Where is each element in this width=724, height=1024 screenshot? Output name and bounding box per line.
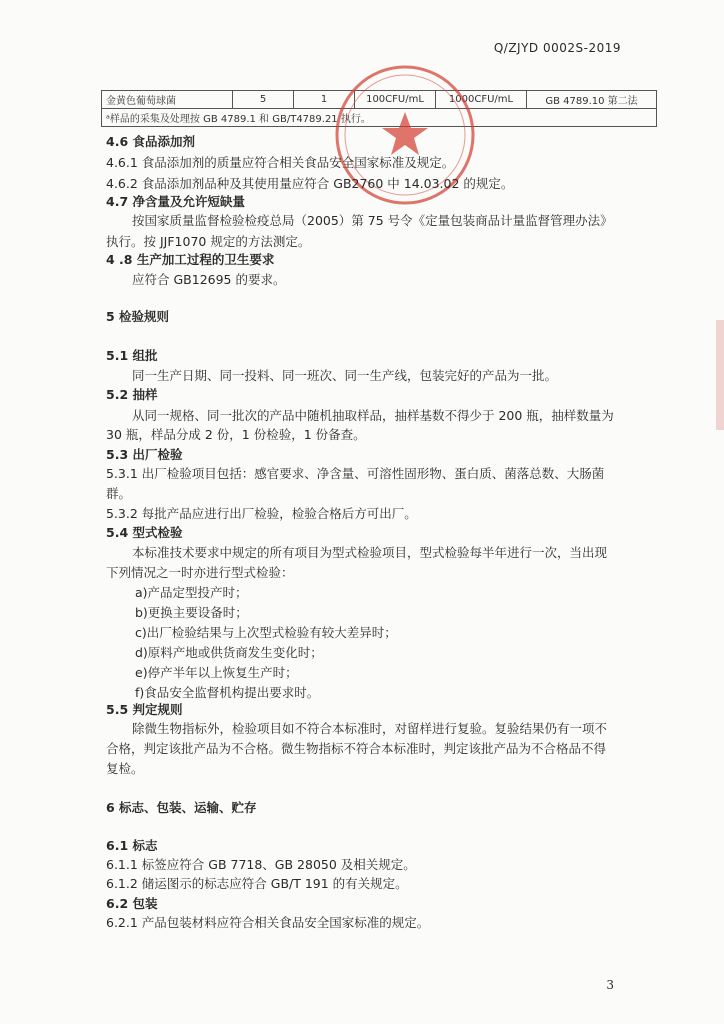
section-5-5-text-3: 复检。 [106,761,144,776]
section-5-5-text-2: 合格，判定该批产品为不合格。微生物指标不符合本标准时，判定该批产品为不合格品不得 [106,741,607,756]
clause-6-1-2: 6.1.2 储运图示的标志应符合 GB/T 191 的有关规定。 [106,876,408,891]
section-4-8-text: 应符合 GB12695 的要求。 [132,272,286,287]
table-cell: 1000CFU/mL [436,91,527,109]
clause-4-6-2: 4.6.2 食品添加剂品种及其使用量应符合 GB2760 中 14.03.02 的规定。 [106,176,514,191]
section-4-7-heading: 4.7 净含量及允许短缺量 [106,194,245,209]
section-4-6-heading: 4.6 食品添加剂 [106,134,195,149]
list-item-c: c)出厂检验结果与上次型式检验有较大差异时； [135,625,397,640]
standard-code: Q/ZJYD 0002S-2019 [493,41,621,55]
page-number: 3 [606,978,614,992]
clause-5-3-1-text-2: 群。 [106,486,132,501]
table-cell: 100CFU/mL [355,91,436,109]
section-5-5-text-1: 除微生物指标外，检验项目如不符合本标准时，对留样进行复验。复验结果仍有一项不 [132,721,608,736]
list-item-e: e)停产半年以上恢复生产时； [135,665,298,680]
section-6-2-heading: 6.2 包装 [106,896,158,911]
section-5-2-text-2: 30 瓶，样品分成 2 份，1 份检验，1 份备查。 [106,427,366,442]
section-5-4-heading: 5.4 型式检验 [106,525,183,540]
section-5-1-text: 同一生产日期、同一投料、同一班次、同一生产线，包装完好的产品为一批。 [132,368,558,383]
section-6-heading: 6 标志、包装、运输、贮存 [106,800,257,815]
section-4-8-heading: 4 .8 生产加工过程的卫生要求 [106,252,275,267]
list-item-d: d)原料产地或供货商发生变化时； [135,645,323,660]
section-4-7-text-2: 执行。按 JJF1070 规定的方法测定。 [106,234,311,249]
table-cell: GB 4789.10 第二法 [527,91,657,109]
section-5-3-heading: 5.3 出厂检验 [106,447,183,462]
clause-6-2-1: 6.2.1 产品包装材料应符合相关食品安全国家标准的规定。 [106,915,430,930]
seal-edge-mark [716,320,724,430]
clause-4-6-1: 4.6.1 食品添加剂的质量应符合相关食品安全国家标准及规定。 [106,155,455,170]
section-5-5-heading: 5.5 判定规则 [106,702,183,717]
table-cell: 5 [233,91,294,109]
table-cell: 金黄色葡萄球菌 [102,91,233,109]
clause-5-3-2: 5.3.2 每批产品应进行出厂检验，检验合格后方可出厂。 [106,506,417,521]
clause-6-1-1: 6.1.1 标签应符合 GB 7718、GB 28050 及相关规定。 [106,857,416,872]
section-5-4-text-2: 下列情况之一时亦进行型式检验： [106,565,294,580]
list-item-f: f)食品安全监督机构提出要求时。 [135,685,320,700]
section-5-4-text-1: 本标准技术要求中规定的所有项目为型式检验项目，型式检验每半年进行一次，当出现 [132,545,608,560]
list-item-a: a)产品定型投产时； [135,585,248,600]
section-5-2-heading: 5.2 抽样 [106,387,158,402]
section-5-2-text-1: 从同一规格、同一批次的产品中随机抽取样品，抽样基数不得少于 200 瓶，抽样数量为 [132,408,614,423]
clause-5-3-1-text-1: 5.3.1 出厂检验项目包括：感官要求、净含量、可溶性固形物、蛋白质、菌落总数、大肠菌 [106,466,605,481]
section-5-heading: 5 检验规则 [106,309,170,324]
section-5-1-heading: 5.1 组批 [106,348,158,363]
list-item-b: b)更换主要设备时； [135,605,248,620]
section-6-1-heading: 6.1 标志 [106,838,158,853]
section-4-7-text-1: 按国家质量监督检验检疫总局（2005）第 75 号令《定量包装商品计量监督管理办法》 [132,213,613,228]
table-cell: 1 [294,91,355,109]
table-note: ᵃ样品的采集及处理按 GB 4789.1 和 GB/T4789.21 执行。 [102,109,657,127]
